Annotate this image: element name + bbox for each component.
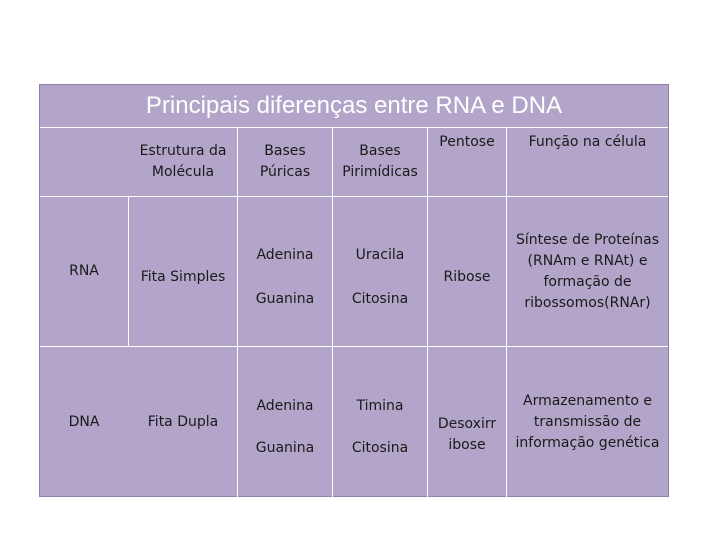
title-bar (40, 85, 668, 128)
cell-dna-purica-1: Adenina (256, 398, 314, 414)
cell-dna-pirimidica-1: Timina (356, 398, 404, 414)
header-funcao: Função na célula (528, 133, 647, 150)
cell-rna-estrutura: Fita Simples (140, 269, 226, 285)
cell-rna-pirimidica-1: Uracila (355, 247, 405, 263)
comparison-table (39, 84, 669, 497)
row-label-rna: RNA (69, 263, 99, 279)
cell-rna-pirimidica-2: Citosina (351, 291, 409, 307)
cell-dna-purica-2: Guanina (255, 440, 315, 456)
header-bases-puricas: Bases Púricas (259, 143, 311, 180)
header-pentose: Pentose (439, 133, 495, 150)
cell-rna-funcao: Síntese de Proteínas (RNAm e RNAt) e formação de ribossomos(RNAr) (515, 231, 659, 311)
cell-dna-funcao: Armazenamento e transmissão de informação genética (515, 392, 660, 451)
cell-dna-pentose: Desoxirr ibose (437, 415, 497, 453)
cell-dna-estrutura: Fita Dupla (147, 413, 219, 430)
row-label-dna: DNA (68, 413, 100, 430)
cell-rna-purica-2: Guanina (255, 291, 315, 307)
header-bases-pirimidicas: Bases Pirimídicas (342, 143, 418, 180)
cell-dna-pirimidica-2: Citosina (351, 440, 409, 456)
cell-rna-purica-1: Adenina (256, 247, 314, 263)
table-title: Principais diferenças entre RNA e DNA (145, 92, 563, 119)
cell-rna-pentose: Ribose (443, 269, 491, 285)
header-estrutura: Estrutura da Molécula (139, 143, 227, 180)
